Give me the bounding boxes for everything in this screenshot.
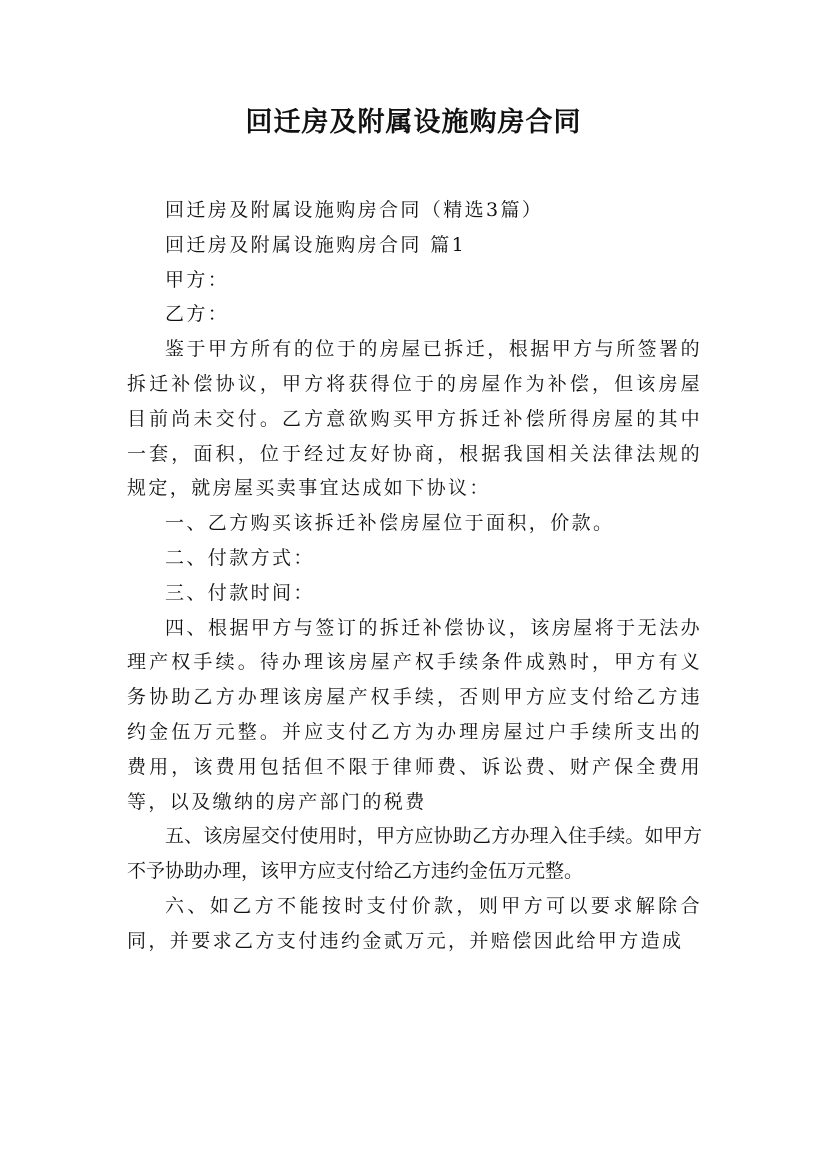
paragraph-party-a: 甲方： [165, 268, 230, 291]
paragraph-party-b: 乙方： [165, 303, 230, 326]
paragraph-clause-6: 六、如乙方不能按时支付价款，则甲方可以要求解除合同，并要求乙方支付违约金贰万元，并赔偿因此给甲方造成 [127, 894, 702, 952]
document-body [127, 193, 702, 959]
paragraph-section-heading: 回迁房及附属设施购房合同 篇1 [165, 233, 467, 256]
paragraph-clause-1: 一、乙方购买该拆迁补偿房屋位于面积，价款。 [165, 512, 615, 535]
paragraph-clause-3: 三、付款时间： [165, 581, 315, 604]
paragraph-preamble: 鉴于甲方所有的位于的房屋已拆迁，根据甲方与所签署的拆迁补偿协议，甲方将获得位于的房屋作为补偿，但该房屋目前尚未交付。乙方意欲购买甲方拆迁补偿所得房屋的其中一套，面积，位于经过友好协商，根据我国相关法律法规的规定，就房屋买卖事宜达成如下协议： [127, 338, 702, 500]
paragraph-clause-5: 五、该房屋交付使用时，甲方应协助乙方办理入住手续。如甲方不予协助办理，该甲方应支付给乙方违约金伍万元整。 [127, 825, 702, 883]
paragraph-clause-4: 四、根据甲方与签订的拆迁补偿协议，该房屋将于无法办理产权手续。待办理该房屋产权手续条件成熟时，甲方有义务协助乙方办理该房屋产权手续，否则甲方应支付给乙方违约金伍万元整。并应支付乙方为办理房屋过户手续所支出的费用，该费用包括但不限于律师费、诉讼费、财产保全费用等，以及缴纳的房产部门的税费 [127, 616, 702, 813]
document-title: 回迁房及附属设施购房合同 [245, 107, 582, 138]
paragraph-subtitle: 回迁房及附属设施购房合同（精选3篇） [165, 199, 544, 221]
paragraph-clause-2: 二、付款方式： [165, 546, 315, 569]
